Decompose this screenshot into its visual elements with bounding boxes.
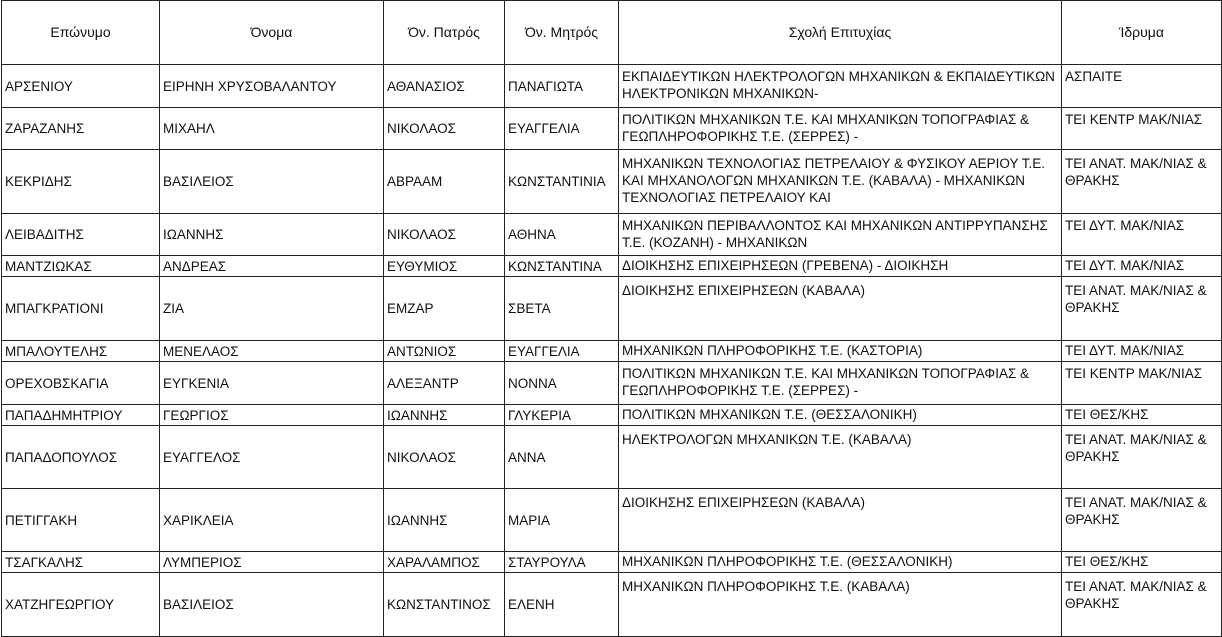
cell-name: ΧΑΡΙΚΛΕΙΑ bbox=[160, 489, 384, 552]
cell-institution bbox=[1062, 277, 1222, 341]
cell-father: ΕΥΘΥΜΙΟΣ bbox=[384, 256, 505, 277]
cell-school-text: ΜΗΧΑΝΙΚΩΝ ΠΛΗΡΟΦΟΡΙΚΗΣ Τ.Ε. (ΚΑΣΤΟΡΙΑ) bbox=[622, 343, 923, 358]
cell-institution-text: ΤΕΙ ΔΥΤ. ΜΑΚ/ΝΙΑΣ bbox=[1065, 218, 1185, 233]
cell-name: ΜΕΝΕΛΑΟΣ bbox=[160, 341, 384, 362]
cell-institution bbox=[1062, 65, 1222, 108]
cell-institution bbox=[1062, 405, 1222, 426]
table-row bbox=[2, 341, 1222, 362]
cell-name: ΑΝΔΡΕΑΣ bbox=[160, 256, 384, 277]
cell-school bbox=[619, 256, 1062, 277]
cell-mother: ΣΤΑΥΡΟΥΛΑ bbox=[505, 552, 619, 573]
table-row bbox=[2, 573, 1222, 637]
cell-father: ΑΛΕΞΑΝΤΡ bbox=[384, 362, 505, 405]
cell-school bbox=[619, 341, 1062, 362]
cell-school bbox=[619, 108, 1062, 150]
table-row bbox=[2, 405, 1222, 426]
cell-school-text: ΜΗΧΑΝΙΚΩΝ ΤΕΧΝΟΛΟΓΙΑΣ ΠΕΤΡΕΛΑΙΟΥ & ΦΥΣΙΚΟΥ ΑΕΡΙΟΥ Τ.Ε. ΚΑΙ ΜΗΧΑΝΟΛΟΓΩΝ ΜΗΧΑΝΙΚΩΝ Τ.Ε. (ΚΑΒΑΛΑ) - ΜΗΧΑΝΙΚΩΝ ΤΕΧΝΟΛΟΓΙΑΣ ΠΕΤΡΕΛΑΙΟΥ ΚΑΙ bbox=[622, 156, 1045, 205]
cell-institution bbox=[1062, 150, 1222, 214]
cell-school bbox=[619, 65, 1062, 108]
cell-name: ΛΥΜΠΕΡΙΟΣ bbox=[160, 552, 384, 573]
col-header-school: Σχολή Επιτυχίας bbox=[619, 1, 1062, 65]
cell-school bbox=[619, 573, 1062, 637]
cell-mother: ΚΩΝΣΤΑΝΤΙΝΑ bbox=[505, 256, 619, 277]
cell-institution bbox=[1062, 108, 1222, 150]
cell-institution bbox=[1062, 573, 1222, 637]
cell-surname: ΠΑΠΑΔΟΠΟΥΛΟΣ bbox=[2, 426, 160, 489]
cell-school-text: ΕΚΠΑΙΔΕΥΤΙΚΩΝ ΗΛΕΚΤΡΟΛΟΓΩΝ ΜΗΧΑΝΙΚΩΝ & ΕΚΠΑΙΔΕΥΤΙΚΩΝ ΗΛΕΚΤΡΟΝΙΚΩΝ ΜΗΧΑΝΙΚΩΝ- bbox=[622, 69, 1055, 101]
col-header-name: Όνομα bbox=[160, 1, 384, 65]
cell-father: ΕΜΖΑΡ bbox=[384, 277, 505, 341]
cell-school-text: ΠΟΛΙΤΙΚΩΝ ΜΗΧΑΝΙΚΩΝ Τ.Ε. ΚΑΙ ΜΗΧΑΝΙΚΩΝ ΤΟΠΟΓΡΑΦΙΑΣ & ΓΕΩΠΛΗΡΟΦΟΡΙΚΗΣ Τ.Ε. (ΣΕΡΡΕΣ) - bbox=[622, 366, 1030, 398]
cell-school bbox=[619, 214, 1062, 256]
table-body bbox=[2, 65, 1222, 637]
cell-mother: ΠΑΝΑΓΙΩΤΑ bbox=[505, 65, 619, 108]
cell-school-text: ΜΗΧΑΝΙΚΩΝ ΠΕΡΙΒΑΛΛΟΝΤΟΣ ΚΑΙ ΜΗΧΑΝΙΚΩΝ ΑΝΤΙΡΡΥΠΑΝΣΗΣ Τ.Ε. (ΚΟΖΑΝΗ) - ΜΗΧΑΝΙΚΩΝ bbox=[622, 218, 1048, 250]
cell-institution-text: ΤΕΙ ΚΕΝΤΡ ΜΑΚ/ΝΙΑΣ bbox=[1065, 366, 1203, 381]
cell-surname: ΟΡΕΧΟΒΣΚΑΓΙΑ bbox=[2, 362, 160, 405]
cell-surname: ΜΑΝΤΖΙΩΚΑΣ bbox=[2, 256, 160, 277]
cell-mother: ΣΒΕΤΑ bbox=[505, 277, 619, 341]
cell-surname: ΤΣΑΓΚΑΛΗΣ bbox=[2, 552, 160, 573]
cell-institution-text: ΑΣΠΑΙΤΕ bbox=[1065, 69, 1123, 84]
cell-school-text: ΔΙΟΙΚΗΣΗΣ ΕΠΙΧΕΙΡΗΣΕΩΝ (ΚΑΒΑΛΑ) bbox=[622, 495, 865, 510]
cell-surname: ΧΑΤΖΗΓΕΩΡΓΙΟΥ bbox=[2, 573, 160, 637]
cell-surname: ΑΡΣΕΝΙΟΥ bbox=[2, 65, 160, 108]
table-header bbox=[2, 1, 1222, 65]
table-row bbox=[2, 65, 1222, 108]
cell-name: ΒΑΣΙΛΕΙΟΣ bbox=[160, 573, 384, 637]
table-row bbox=[2, 552, 1222, 573]
cell-school-text: ΠΟΛΙΤΙΚΩΝ ΜΗΧΑΝΙΚΩΝ Τ.Ε. ΚΑΙ ΜΗΧΑΝΙΚΩΝ ΤΟΠΟΓΡΑΦΙΑΣ & ΓΕΩΠΛΗΡΟΦΟΡΙΚΗΣ Τ.Ε. (ΣΕΡΡΕΣ) - bbox=[622, 112, 1030, 144]
table-row bbox=[2, 489, 1222, 552]
cell-name: ΕΥΑΓΓΕΛΟΣ bbox=[160, 426, 384, 489]
cell-school bbox=[619, 150, 1062, 214]
cell-name: ΕΙΡΗΝΗ ΧΡΥΣΟΒΑΛΑΝΤΟΥ bbox=[160, 65, 384, 108]
cell-surname: ΖΑΡΑΖΑΝΗΣ bbox=[2, 108, 160, 150]
cell-institution-text: ΤΕΙ ΔΥΤ. ΜΑΚ/ΝΙΑΣ bbox=[1065, 343, 1185, 358]
cell-father: ΝΙΚΟΛΑΟΣ bbox=[384, 426, 505, 489]
cell-institution-text: ΤΕΙ ΘΕΣ/ΚΗΣ bbox=[1065, 407, 1149, 422]
cell-father: ΚΩΝΣΤΑΝΤΙΝΟΣ bbox=[384, 573, 505, 637]
table-row bbox=[2, 362, 1222, 405]
cell-school bbox=[619, 405, 1062, 426]
cell-surname: ΜΠΑΓΚΡΑΤΙΟΝΙ bbox=[2, 277, 160, 341]
cell-surname: ΛΕΙΒΑΔΙΤΗΣ bbox=[2, 214, 160, 256]
cell-name: ΓΕΩΡΓΙΟΣ bbox=[160, 405, 384, 426]
cell-mother: ΓΛΥΚΕΡΙΑ bbox=[505, 405, 619, 426]
cell-father: ΝΙΚΟΛΑΟΣ bbox=[384, 108, 505, 150]
table-row bbox=[2, 426, 1222, 489]
cell-father: ΑΘΑΝΑΣΙΟΣ bbox=[384, 65, 505, 108]
cell-school-text: ΠΟΛΙΤΙΚΩΝ ΜΗΧΑΝΙΚΩΝ Τ.Ε. (ΘΕΣΣΑΛΟΝΙΚΗ) bbox=[622, 407, 917, 422]
cell-father: ΝΙΚΟΛΑΟΣ bbox=[384, 214, 505, 256]
cell-school-text: ΔΙΟΙΚΗΣΗΣ ΕΠΙΧΕΙΡΗΣΕΩΝ (ΚΑΒΑΛΑ) bbox=[622, 283, 865, 298]
col-header-surname: Επώνυμο bbox=[2, 1, 160, 65]
cell-surname: ΠΕΤΙΓΓΑΚΗ bbox=[2, 489, 160, 552]
cell-father: ΧΑΡΑΛΑΜΠΟΣ bbox=[384, 552, 505, 573]
cell-mother: ΜΑΡΙΑ bbox=[505, 489, 619, 552]
cell-name: ΒΑΣΙΛΕΙΟΣ bbox=[160, 150, 384, 214]
col-header-father: Όν. Πατρός bbox=[384, 1, 505, 65]
cell-institution-text: ΤΕΙ ΑΝΑΤ. ΜΑΚ/ΝΙΑΣ & ΘΡΑΚΗΣ bbox=[1065, 283, 1207, 315]
cell-institution-text: ΤΕΙ ΑΝΑΤ. ΜΑΚ/ΝΙΑΣ & ΘΡΑΚΗΣ bbox=[1065, 495, 1207, 527]
cell-surname: ΜΠΑΛΟΥΤΕΛΗΣ bbox=[2, 341, 160, 362]
cell-school bbox=[619, 277, 1062, 341]
cell-surname: ΠΑΠΑΔΗΜΗΤΡΙΟΥ bbox=[2, 405, 160, 426]
cell-school bbox=[619, 362, 1062, 405]
cell-mother: ΑΝΝΑ bbox=[505, 426, 619, 489]
col-header-institution: Ίδρυμα bbox=[1062, 1, 1222, 65]
cell-school bbox=[619, 426, 1062, 489]
cell-institution-text: ΤΕΙ ΑΝΑΤ. ΜΑΚ/ΝΙΑΣ & ΘΡΑΚΗΣ bbox=[1065, 432, 1207, 464]
table-row bbox=[2, 277, 1222, 341]
cell-institution bbox=[1062, 426, 1222, 489]
cell-mother: ΚΩΝΣΤΑΝΤΙΝΙΑ bbox=[505, 150, 619, 214]
cell-name: ΜΙΧΑΗΛ bbox=[160, 108, 384, 150]
cell-institution bbox=[1062, 489, 1222, 552]
cell-institution-text: ΤΕΙ ΚΕΝΤΡ ΜΑΚ/ΝΙΑΣ bbox=[1065, 112, 1203, 127]
cell-institution-text: ΤΕΙ ΑΝΑΤ. ΜΑΚ/ΝΙΑΣ & ΘΡΑΚΗΣ bbox=[1065, 156, 1207, 188]
header-row bbox=[2, 1, 1222, 65]
cell-mother: ΕΥΑΓΓΕΛΙΑ bbox=[505, 108, 619, 150]
cell-institution-text: ΤΕΙ ΔΥΤ. ΜΑΚ/ΝΙΑΣ bbox=[1065, 258, 1185, 273]
cell-father: ΙΩΑΝΝΗΣ bbox=[384, 489, 505, 552]
cell-institution-text: ΤΕΙ ΘΕΣ/ΚΗΣ bbox=[1065, 554, 1149, 569]
cell-institution bbox=[1062, 362, 1222, 405]
cell-name: ΙΩΑΝΝΗΣ bbox=[160, 214, 384, 256]
table-row bbox=[2, 214, 1222, 256]
results-table bbox=[1, 0, 1222, 637]
cell-institution bbox=[1062, 256, 1222, 277]
col-header-mother: Όν. Μητρός bbox=[505, 1, 619, 65]
cell-school-text: ΜΗΧΑΝΙΚΩΝ ΠΛΗΡΟΦΟΡΙΚΗΣ Τ.Ε. (ΘΕΣΣΑΛΟΝΙΚΗ) bbox=[622, 554, 953, 569]
cell-father: ΑΝΤΩΝΙΟΣ bbox=[384, 341, 505, 362]
table-row bbox=[2, 150, 1222, 214]
cell-father: ΑΒΡΑΑΜ bbox=[384, 150, 505, 214]
cell-school-text: ΔΙΟΙΚΗΣΗΣ ΕΠΙΧΕΙΡΗΣΕΩΝ (ΓΡΕΒΕΝΑ) - ΔΙΟΙΚΗΣΗ bbox=[622, 258, 949, 273]
cell-mother: ΝΟΝΝΑ bbox=[505, 362, 619, 405]
table-row bbox=[2, 256, 1222, 277]
cell-mother: ΕΛΕΝΗ bbox=[505, 573, 619, 637]
cell-school bbox=[619, 552, 1062, 573]
cell-school-text: ΜΗΧΑΝΙΚΩΝ ΠΛΗΡΟΦΟΡΙΚΗΣ Τ.Ε. (ΚΑΒΑΛΑ) bbox=[622, 579, 910, 594]
cell-institution bbox=[1062, 214, 1222, 256]
cell-name: ΖΙΑ bbox=[160, 277, 384, 341]
cell-institution-text: ΤΕΙ ΑΝΑΤ. ΜΑΚ/ΝΙΑΣ & ΘΡΑΚΗΣ bbox=[1065, 579, 1207, 611]
cell-father: ΙΩΑΝΝΗΣ bbox=[384, 405, 505, 426]
cell-institution bbox=[1062, 552, 1222, 573]
cell-mother: ΕΥΑΓΓΕΛΙΑ bbox=[505, 341, 619, 362]
cell-surname: ΚΕΚΡΙΔΗΣ bbox=[2, 150, 160, 214]
cell-school bbox=[619, 489, 1062, 552]
cell-institution bbox=[1062, 341, 1222, 362]
cell-name: ΕΥΓΚΕΝΙΑ bbox=[160, 362, 384, 405]
cell-mother: ΑΘΗΝΑ bbox=[505, 214, 619, 256]
cell-school-text: ΗΛΕΚΤΡΟΛΟΓΩΝ ΜΗΧΑΝΙΚΩΝ Τ.Ε. (ΚΑΒΑΛΑ) bbox=[622, 432, 912, 447]
table-row bbox=[2, 108, 1222, 150]
